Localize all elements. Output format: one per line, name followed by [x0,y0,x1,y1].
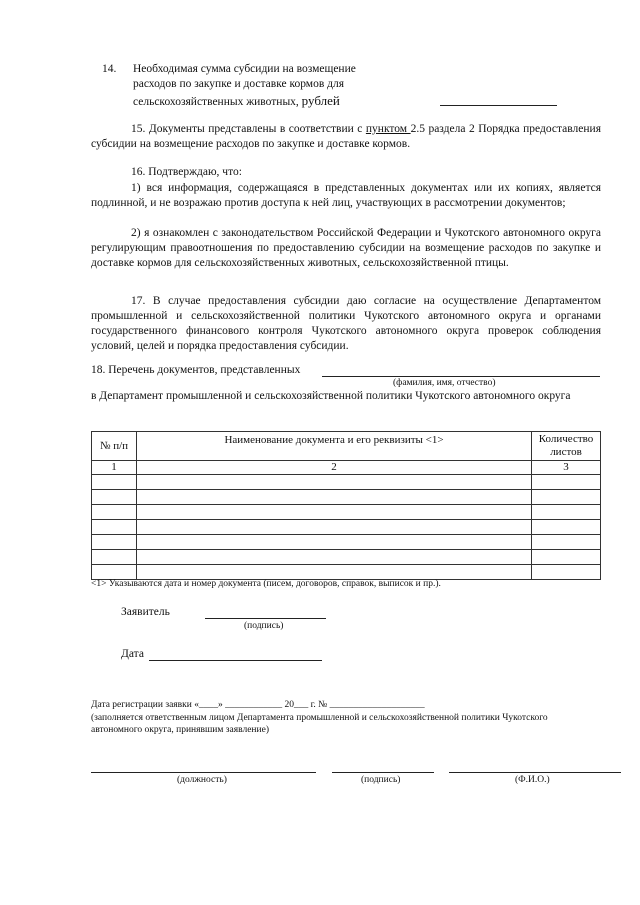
item16-p2: 2) я ознакомлен с законодательством Российской Федерации и Чукотского автономного округа регулирующим правоотношения по предоставлению субсидии на возмещение расходов по закупке и доставке кормов для сельскохозяйственных животных, сельскохозяйственной птицы. [91,227,601,269]
item14-line3-text: сельскохозяйственных животных, [133,96,299,108]
item15-part1: 15. Документы представлены в соответствии с [131,123,366,135]
fio-hint: (Ф.И.О.) [515,775,550,785]
item14-line1: Необходимая сумма субсидии на возмещение [133,63,356,75]
date-field[interactable] [149,660,322,661]
item14-unit: рублей [301,93,340,108]
item16-title: 16. Подтверждаю, что: [131,166,242,178]
table-numbering-row [92,461,601,475]
item18-fio-hint: (фамилия, имя, отчество) [393,378,496,388]
column-number-3: 3 [532,461,601,475]
item15-part2: 2.5 раздела 2 Порядка предоставления субсидии на возмещение расходов по закупке и доставке кормов. [91,123,601,150]
item14-number: 14. [102,63,117,75]
position-field[interactable] [91,772,316,773]
item16-p1: 1) вся информация, содержащаяся в представленных документах или их копиях, является подлинной, и не возражаю против доступа к ней лиц, участвующих в рассмотрении документов; [91,182,601,209]
table-row[interactable] [92,550,601,565]
documents-table [91,431,601,580]
item14-amount-field[interactable] [440,105,557,106]
applicant-signature-field[interactable] [205,618,326,619]
table-row[interactable] [92,535,601,550]
registration-line: Дата регистрации заявки «____» ____________ 20___ г. № ____________________ [91,700,425,710]
item14-line2: расходов по закупке и доставке кормов для [133,78,345,90]
position-hint: (должность) [177,775,227,785]
table-row[interactable] [92,520,601,535]
table-row[interactable] [92,505,601,520]
signature-hint: (подпись) [361,775,401,785]
item18-fio-field[interactable] [322,376,600,377]
table-header-row [92,432,601,461]
header-sheet-count: Количество листов [532,432,601,461]
registration-note: (заполняется ответственным лицом Департамента промышленной и сельскохозяйственной политики Чукотского автономного округа, принявшим заявление) [91,713,548,735]
column-number-1: 1 [92,461,137,475]
signature-field[interactable] [332,772,434,773]
footnote: <1> Указываются дата и номер документа (писем, договоров, справок, выписок и пр.). [91,579,441,589]
table-row[interactable] [92,475,601,490]
column-number-2: 2 [137,461,532,475]
applicant-label: Заявитель [121,606,170,618]
item18-label: 18. Перечень документов, представленных [91,364,301,376]
item18-line2: в Департамент промышленной и сельскохозяйственной политики Чукотского автономного округа [91,390,571,402]
item15-link[interactable]: пунктом [365,123,411,135]
table-row[interactable] [92,490,601,505]
item15-paragraph [91,122,601,152]
fio-field[interactable] [449,772,621,773]
item14-line3 [133,93,340,109]
header-document-name: Наименование документа и его реквизиты <1> [137,432,532,461]
date-label: Дата [121,648,144,660]
applicant-signature-hint: (подпись) [244,621,284,631]
table-row[interactable] [92,565,601,580]
header-number: № п/п [92,432,137,461]
item17-paragraph: 17. В случае предоставления субсидии даю согласие на осуществление Департаментом промышленной и сельскохозяйственной политики Чукотского автономного округа и органами государственного финансового контроля Чукотского автономного округа проверок соблюдения условий, целей и порядка предоставления субсидии. [91,295,601,352]
